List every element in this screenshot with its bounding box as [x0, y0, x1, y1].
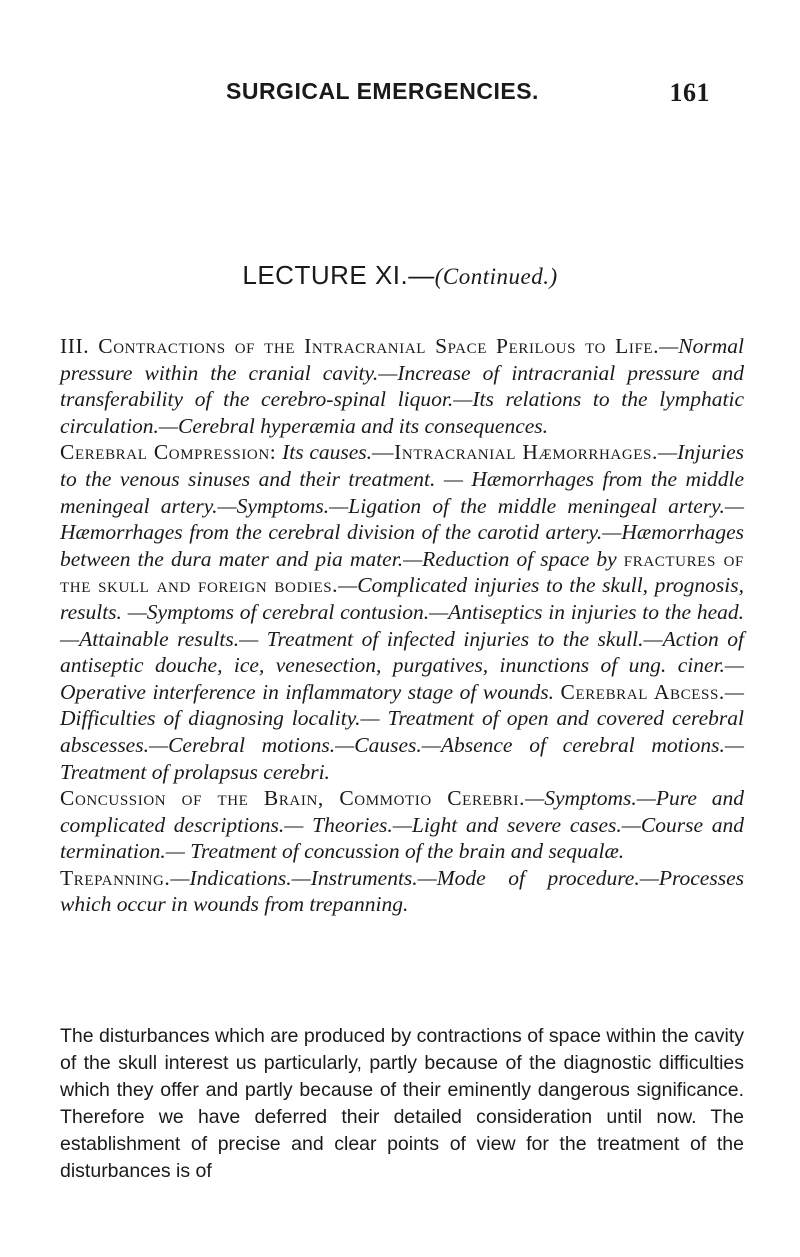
contents-paragraph-compression	[60, 439, 744, 785]
page-number: 161	[669, 78, 710, 107]
section-heading-intracranial-haemorrhages: —Intracranial Hæmorrhages.	[372, 440, 658, 465]
running-head-title: SURGICAL EMERGENCIES.	[226, 78, 539, 104]
contents-topics: —Injuries to the venous sinuses and their treatment. — Hæmorrhages from the middle meningeal artery.—Symptoms.—Ligation of the middle meningeal artery.—Hæmorrhages from the cerebral division of the carotid artery.—Hæmorrhages between the dura mater and pia mater.—Reduction of space by	[60, 440, 744, 571]
contents-paragraph-contractions	[60, 333, 744, 439]
contents-topics: —Indications.—Instruments.—Mode of procedure.—Processes which occur in wounds from trepanning.	[60, 865, 744, 917]
section-heading-concussion: Concussion of the Brain, Commotio Cerebri.	[60, 786, 526, 811]
contents-paragraph-trepanning	[60, 865, 744, 918]
lecture-contents-summary	[60, 333, 744, 918]
section-heading-contractions: III. Contractions of the Intracranial Space Perilous to Life.	[60, 334, 660, 358]
body-paragraph: The disturbances which are produced by contractions of space within the cavity of the skull interest us particularly, partly because of the diagnostic difficulties which they offer and partly because of their eminently dangerous significance. Therefore we have deferred their detailed consideration until now. The establishment of precise and clear points of view for the treatment of the disturbances is of	[60, 1025, 744, 1182]
lecture-title: LECTURE XI.—	[242, 260, 435, 290]
contents-topics: —Normal pressure within the cranial cavity.—Increase of intracranial pressure and transferability of the cerebro-spinal liquor.—Its relations to the lymphatic circulation.—Cerebral hyperæmia and its consequences.	[60, 334, 744, 438]
contents-paragraph-concussion	[60, 785, 744, 865]
section-heading-cerebral-compression: Cerebral Compression:	[60, 440, 277, 465]
contents-topics: —Symptoms.—Pure and complicated descriptions.— Theories.—Light and severe cases.—Course and termination.— Treatment of concussion of the brain and sequalæ.	[60, 786, 744, 864]
body-text	[60, 1023, 744, 1184]
contents-topics: —Difficulties of diagnosing locality.— Treatment of open and covered cerebral abscesses.—Cerebral motions.—Causes.—Absence of cerebral motions.— Treatment of prolapsus cerebri.	[60, 679, 744, 784]
lecture-continued: (Continued.)	[434, 264, 558, 289]
contents-topics: Its causes.	[276, 440, 373, 465]
lecture-heading	[0, 260, 800, 291]
section-heading-fractures: fractures of the skull and foreign bodies.	[60, 546, 744, 598]
contents-topics: —Complicated injuries to the skull, prognosis, results. —Symptoms of cerebral contusion.—Antiseptics in injuries to the head.—Attainable results.— Treatment of infected injuries to the skull.—Action of antiseptic douche, ice, venesection, purgatives, inunctions of ung. ciner.—Operative interference in inflammatory stage of wounds.	[60, 573, 745, 704]
section-heading-trepanning: Trepanning.	[60, 865, 171, 890]
section-heading-cerebral-abcess: Cerebral Abcess.	[560, 679, 725, 704]
